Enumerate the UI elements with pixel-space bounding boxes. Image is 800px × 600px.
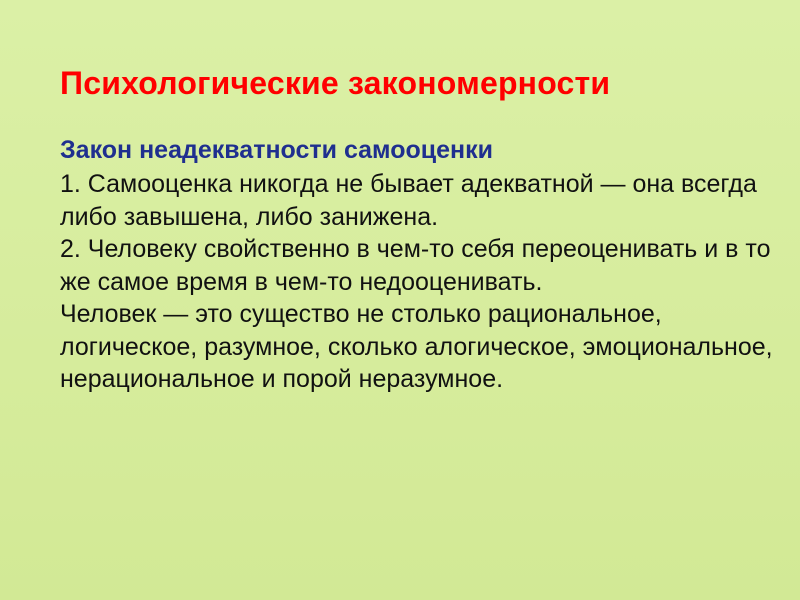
body-paragraph-3: Человек — это существо не столько рациональное, логическое, разумное, сколько алогическое, эмоциональное, нерациональное и порой неразумное. (60, 300, 780, 393)
page-title: Психологические закономерности (60, 65, 611, 102)
section-subtitle: Закон неадекватности самооценки (60, 136, 494, 164)
body-paragraph-2: 2. Человеку свойственно в чем-то себя переоценивать и в то же самое время в чем-то недооценивать. (60, 235, 778, 296)
slide-body (60, 134, 780, 396)
body-paragraph-1: 1. Самооценка никогда не бывает адекватной — она всегда либо завышена, либо занижена. (60, 170, 764, 231)
